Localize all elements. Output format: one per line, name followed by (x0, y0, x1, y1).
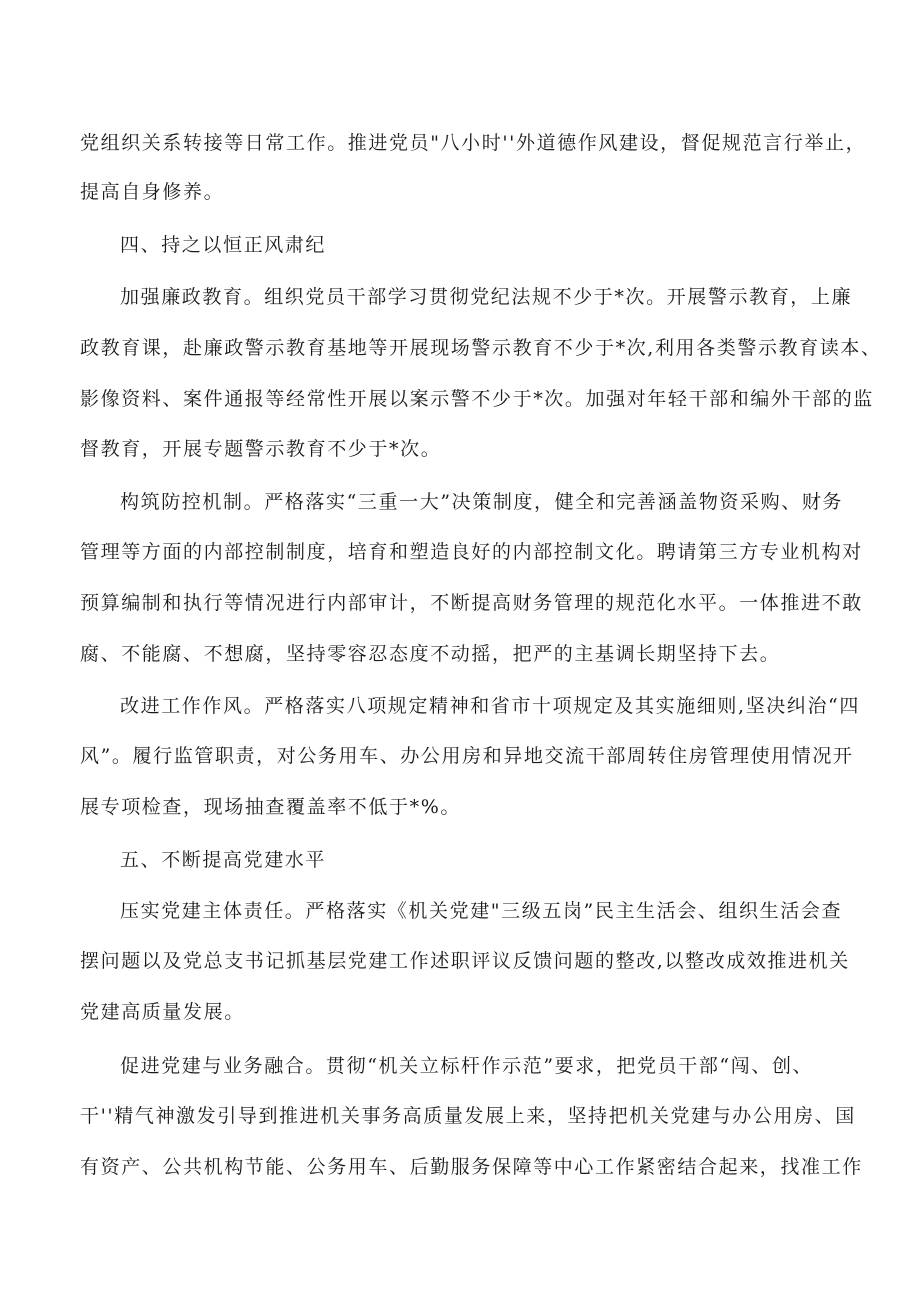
text-line: 影像资料、案件通报等经常性开展以案示警不少于*次。加强对年轻干部和编外干部的监 (80, 388, 874, 410)
text-line: 展专项检查，现场抽查覆盖率不低于*%。 (80, 796, 461, 818)
text-line: 干''精气神激发引导到推进机关事务高质量发展上来，坚持把机关党建与办公用房、国 (80, 1105, 856, 1127)
text-line: 提高自身修养。 (80, 181, 225, 203)
text-line: 督教育，开展专题警示教育不少于*次。 (80, 438, 442, 460)
paragraph-first-line: 构筑防控机制。严格落实“三重一大”决策制度，健全和完善涵盖物资采购、财务 (120, 491, 844, 513)
paragraph-first-line: 加强廉政教育。组织党员干部学习贯彻党纪法规不少于*次。开展警示教育，上廉 (120, 286, 853, 308)
paragraph-first-line: 促进党建与业务融合。贯彻“机关立标杆作示范”要求，把党员干部“闯、创、 (120, 1055, 814, 1077)
text-line: 管理等方面的内部控制制度，培育和塑造良好的内部控制文化。聘请第三方专业机构对 (80, 541, 863, 563)
section-heading: 四、持之以恒正风肃纪 (120, 234, 327, 256)
text-line: 党建高质量发展。 (80, 1001, 245, 1023)
paragraph-first-line: 压实党建主体责任。严格落实《机关党建"三级五岗”民主生活会、组织生活会查 (120, 900, 843, 922)
text-line: 政教育课，赴廉政警示教育基地等开展现场警示教育不少于*次,利用各类警示教育读本、 (80, 337, 882, 359)
paragraph-first-line: 改进工作作风。严格落实八项规定精神和省市十项规定及其实施细则,坚决纠治“四 (120, 695, 860, 717)
text-line: 风”。履行监管职责，对公务用车、办公用房和异地交流干部周转住房管理使用情况开 (80, 745, 854, 767)
text-line: 有资产、公共机构节能、公务用车、后勤服务保障等中心工作紧密结合起来，找准工作 (80, 1156, 863, 1178)
section-heading: 五、不断提高党建水平 (120, 849, 327, 871)
text-line: 党组织关系转接等日常工作。推进党员"八小时''外道德作风建设，督促规范言行举止， (80, 132, 867, 154)
text-line: 腐、不能腐、不想腐，坚持零容忍态度不动摇，把严的主基调长期坚持下去。 (80, 643, 781, 665)
text-line: 摆问题以及党总支书记抓基层党建工作述职评议反馈问题的整改,以整改成效推进机关 (80, 950, 850, 972)
text-line: 预算编制和执行等情况进行内部审计，不断提高财务管理的规范化水平。一体推进不敢 (80, 592, 863, 614)
